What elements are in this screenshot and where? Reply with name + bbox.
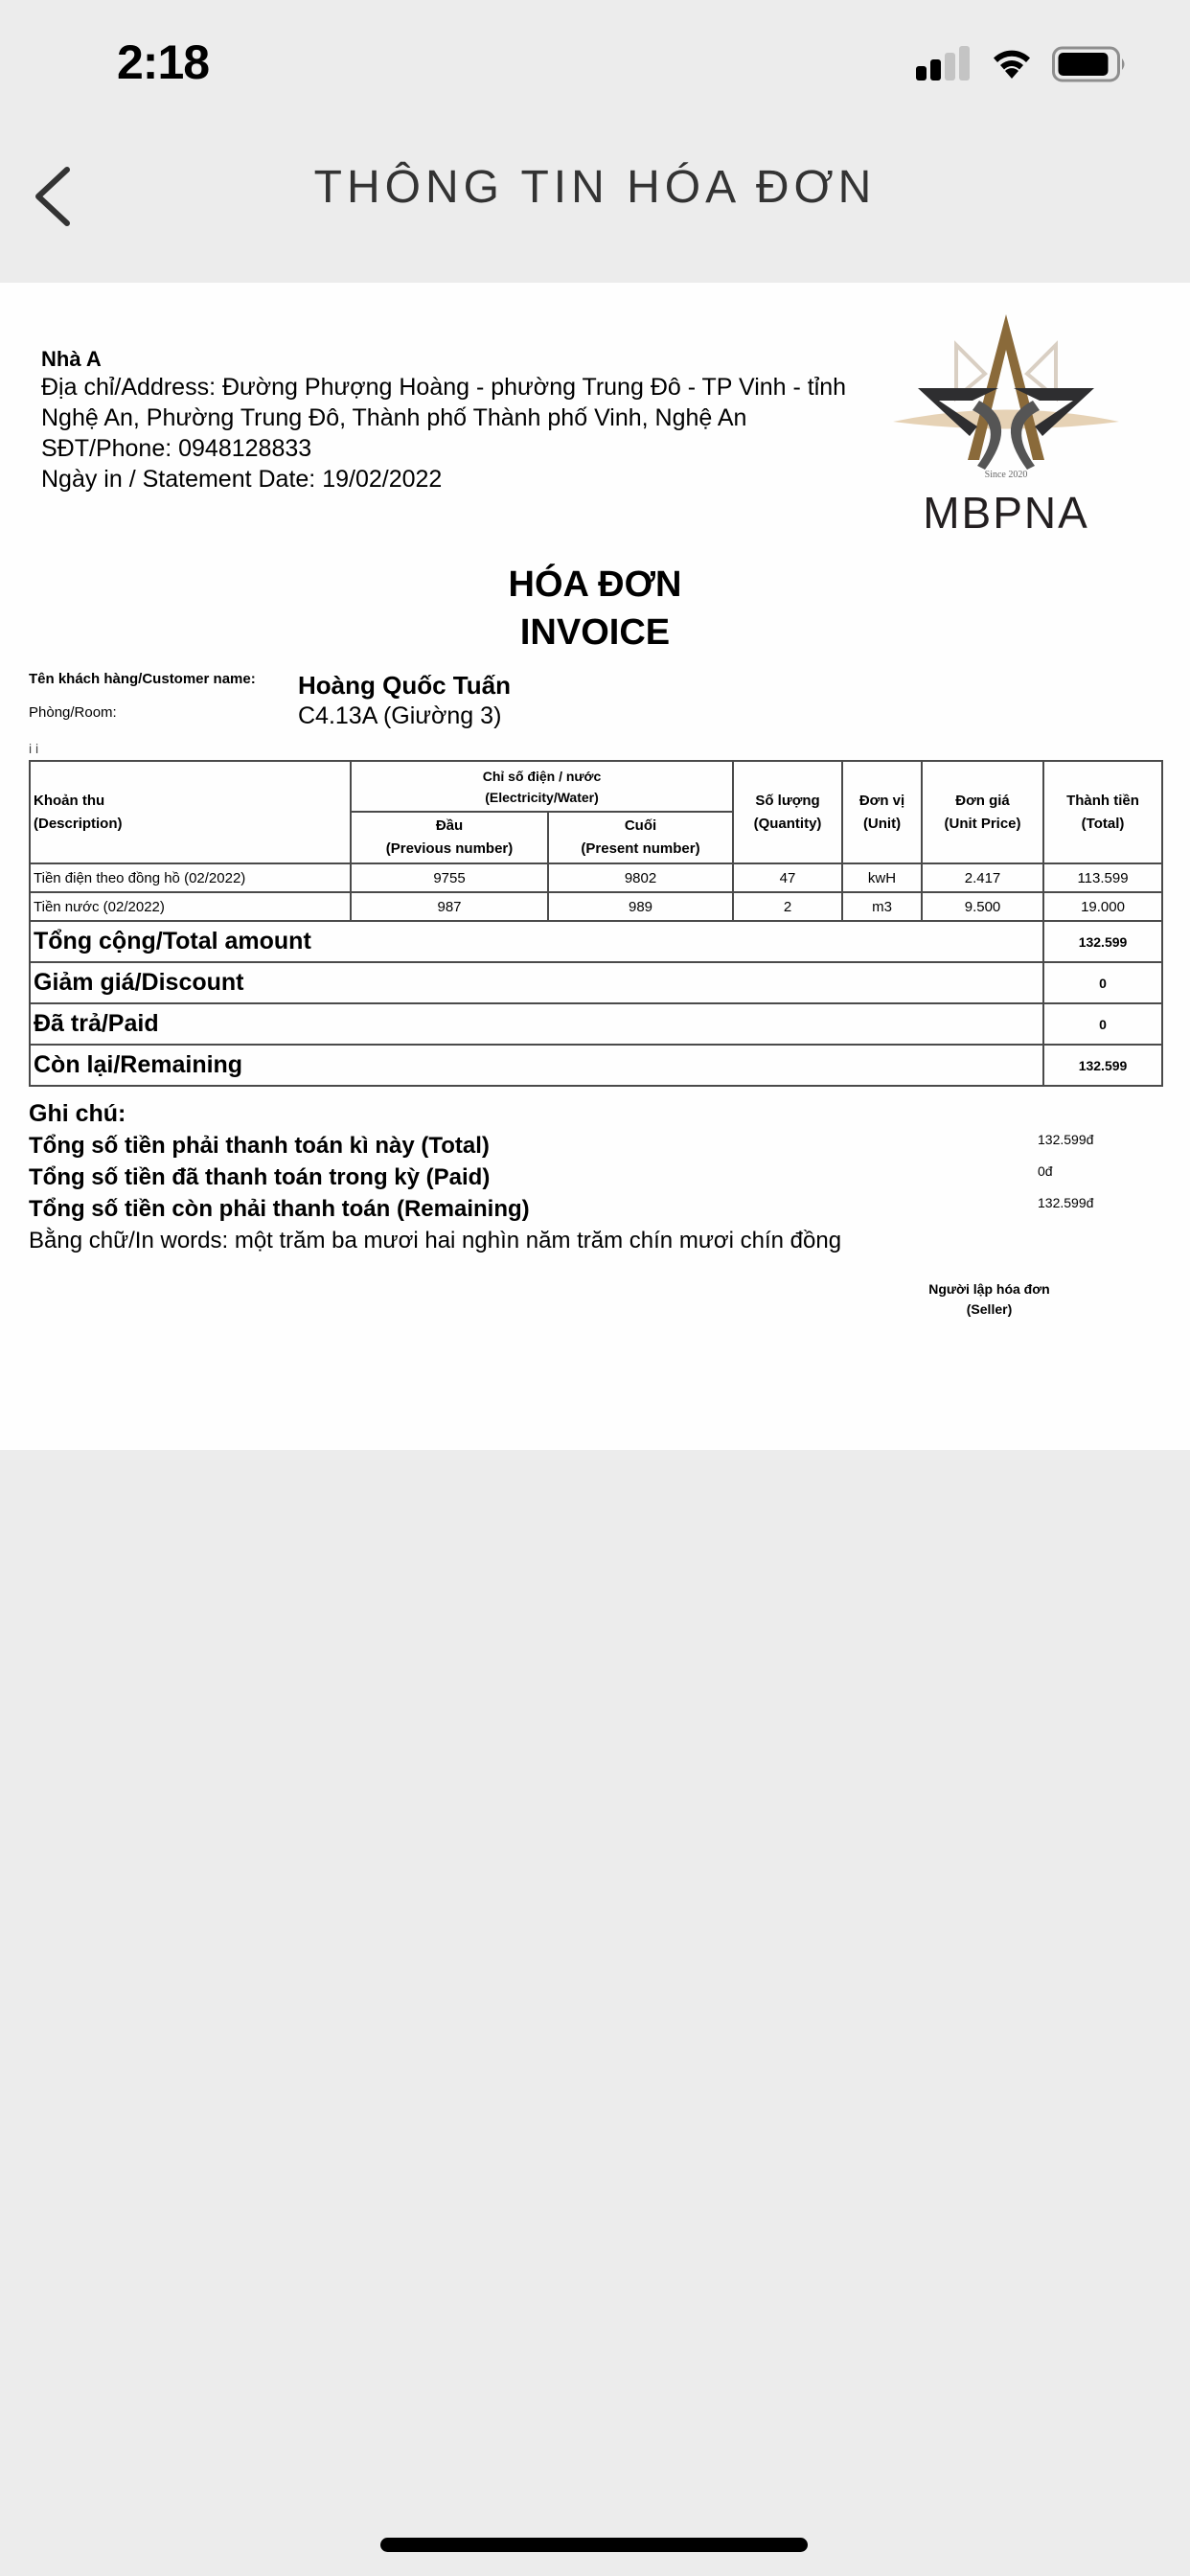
logo-since: Since 2020 <box>984 470 1028 480</box>
header-unit: Đơn vị (Unit) <box>842 761 922 863</box>
cell-description: Tiền nước (02/2022) <box>30 892 351 921</box>
header-description: Khoản thu (Description) <box>30 761 351 863</box>
cell-present: 989 <box>548 892 733 921</box>
summary-row-paid <box>30 1003 1162 1045</box>
company-phone: SĐT/Phone: 0948128833 <box>41 435 312 462</box>
amount-in-words: Bằng chữ/In words: một trăm ba mươi hai nghìn năm trăm chín mươi chín đồng <box>29 1228 842 1254</box>
seller-label-en: (Seller) <box>966 1301 1013 1317</box>
home-indicator[interactable] <box>380 2538 808 2552</box>
note-paid-label: Tổng số tiền đã thanh toán trong kỳ (Paid) <box>29 1164 491 1190</box>
cell-quantity: 47 <box>733 863 842 892</box>
customer-name-label: Tên khách hàng/Customer name: <box>29 671 256 687</box>
summary-value: 132.599 <box>1043 1045 1162 1086</box>
logo-brand-name: MBPNA <box>923 488 1089 538</box>
company-name: Nhà A <box>41 347 102 371</box>
note-remaining-amount: 132.599đ <box>1038 1195 1094 1210</box>
summary-row-remaining <box>30 1045 1162 1086</box>
status-time: 2:18 <box>117 35 210 89</box>
company-logo <box>881 307 1131 537</box>
header-meter-group: Chỉ số điện / nước (Electricity/Water) <box>351 761 733 812</box>
seller-signature-block <box>891 1279 1087 1320</box>
summary-label: Giảm giá/Discount <box>30 962 1043 1003</box>
note-remaining-label: Tổng số tiền còn phải thanh toán (Remaining) <box>29 1196 530 1222</box>
page-title: THÔNG TIN HÓA ĐƠN <box>313 162 877 213</box>
summary-row-discount <box>30 962 1162 1003</box>
nav-bar <box>0 134 1190 283</box>
company-address-line-1: Địa chỉ/Address: Đường Phượng Hoàng - phường Trung Đô - TP Vinh - tỉnh <box>41 374 847 401</box>
summary-value: 0 <box>1043 962 1162 1003</box>
stray-text: i i <box>29 741 39 756</box>
company-address-line-2: Nghệ An, Phường Trung Đô, Thành phố Thành phố Vinh, Nghệ An <box>41 404 747 431</box>
summary-label: Tổng cộng/Total amount <box>30 921 1043 962</box>
star-logo-icon <box>881 307 1131 484</box>
header-unit-price: Đơn giá (Unit Price) <box>922 761 1043 863</box>
summary-label: Đã trả/Paid <box>30 1003 1043 1045</box>
cell-previous: 9755 <box>351 863 548 892</box>
cell-description: Tiền điện theo đồng hồ (02/2022) <box>30 863 351 892</box>
battery-icon <box>1052 46 1129 82</box>
notes-section <box>29 1097 841 1256</box>
invoice-document <box>0 283 1190 1450</box>
invoice-title <box>0 561 1190 656</box>
cell-quantity: 2 <box>733 892 842 921</box>
cell-total: 113.599 <box>1043 863 1162 892</box>
invoice-table <box>29 760 1163 1087</box>
room-label: Phòng/Room: <box>29 704 117 721</box>
invoice-title-vi: HÓA ĐƠN <box>508 564 682 605</box>
seller-label-vi: Người lập hóa đơn <box>928 1281 1050 1297</box>
table-row <box>30 892 1162 921</box>
note-total-label: Tổng số tiền phải thanh toán kì này (Total) <box>29 1133 490 1159</box>
cell-unit: m3 <box>842 892 922 921</box>
status-bar <box>0 0 1190 134</box>
cell-present: 9802 <box>548 863 733 892</box>
header-previous: Đầu (Previous number) <box>351 812 548 863</box>
cell-unit-price: 9.500 <box>922 892 1043 921</box>
summary-label: Còn lại/Remaining <box>30 1045 1043 1086</box>
company-info <box>41 347 846 494</box>
notes-title: Ghi chú: <box>29 1100 126 1127</box>
cellular-signal-icon <box>916 46 972 80</box>
note-paid-amount: 0đ <box>1038 1163 1053 1179</box>
room-value: C4.13A (Giường 3) <box>298 702 502 729</box>
cell-total: 19.000 <box>1043 892 1162 921</box>
summary-row-total-amount <box>30 921 1162 962</box>
summary-value: 132.599 <box>1043 921 1162 962</box>
cell-unit-price: 2.417 <box>922 863 1043 892</box>
table-row <box>30 863 1162 892</box>
wifi-icon <box>989 46 1035 80</box>
header-quantity: Số lượng (Quantity) <box>733 761 842 863</box>
invoice-title-en: INVOICE <box>519 612 671 653</box>
header-present: Cuối (Present number) <box>548 812 733 863</box>
note-total-amount: 132.599đ <box>1038 1132 1094 1147</box>
table-header-row <box>30 761 1162 812</box>
header-total: Thành tiền (Total) <box>1043 761 1162 863</box>
cell-unit: kwH <box>842 863 922 892</box>
summary-value: 0 <box>1043 1003 1162 1045</box>
statement-date: Ngày in / Statement Date: 19/02/2022 <box>41 466 443 493</box>
customer-name: Hoàng Quốc Tuấn <box>298 671 511 700</box>
cell-previous: 987 <box>351 892 548 921</box>
